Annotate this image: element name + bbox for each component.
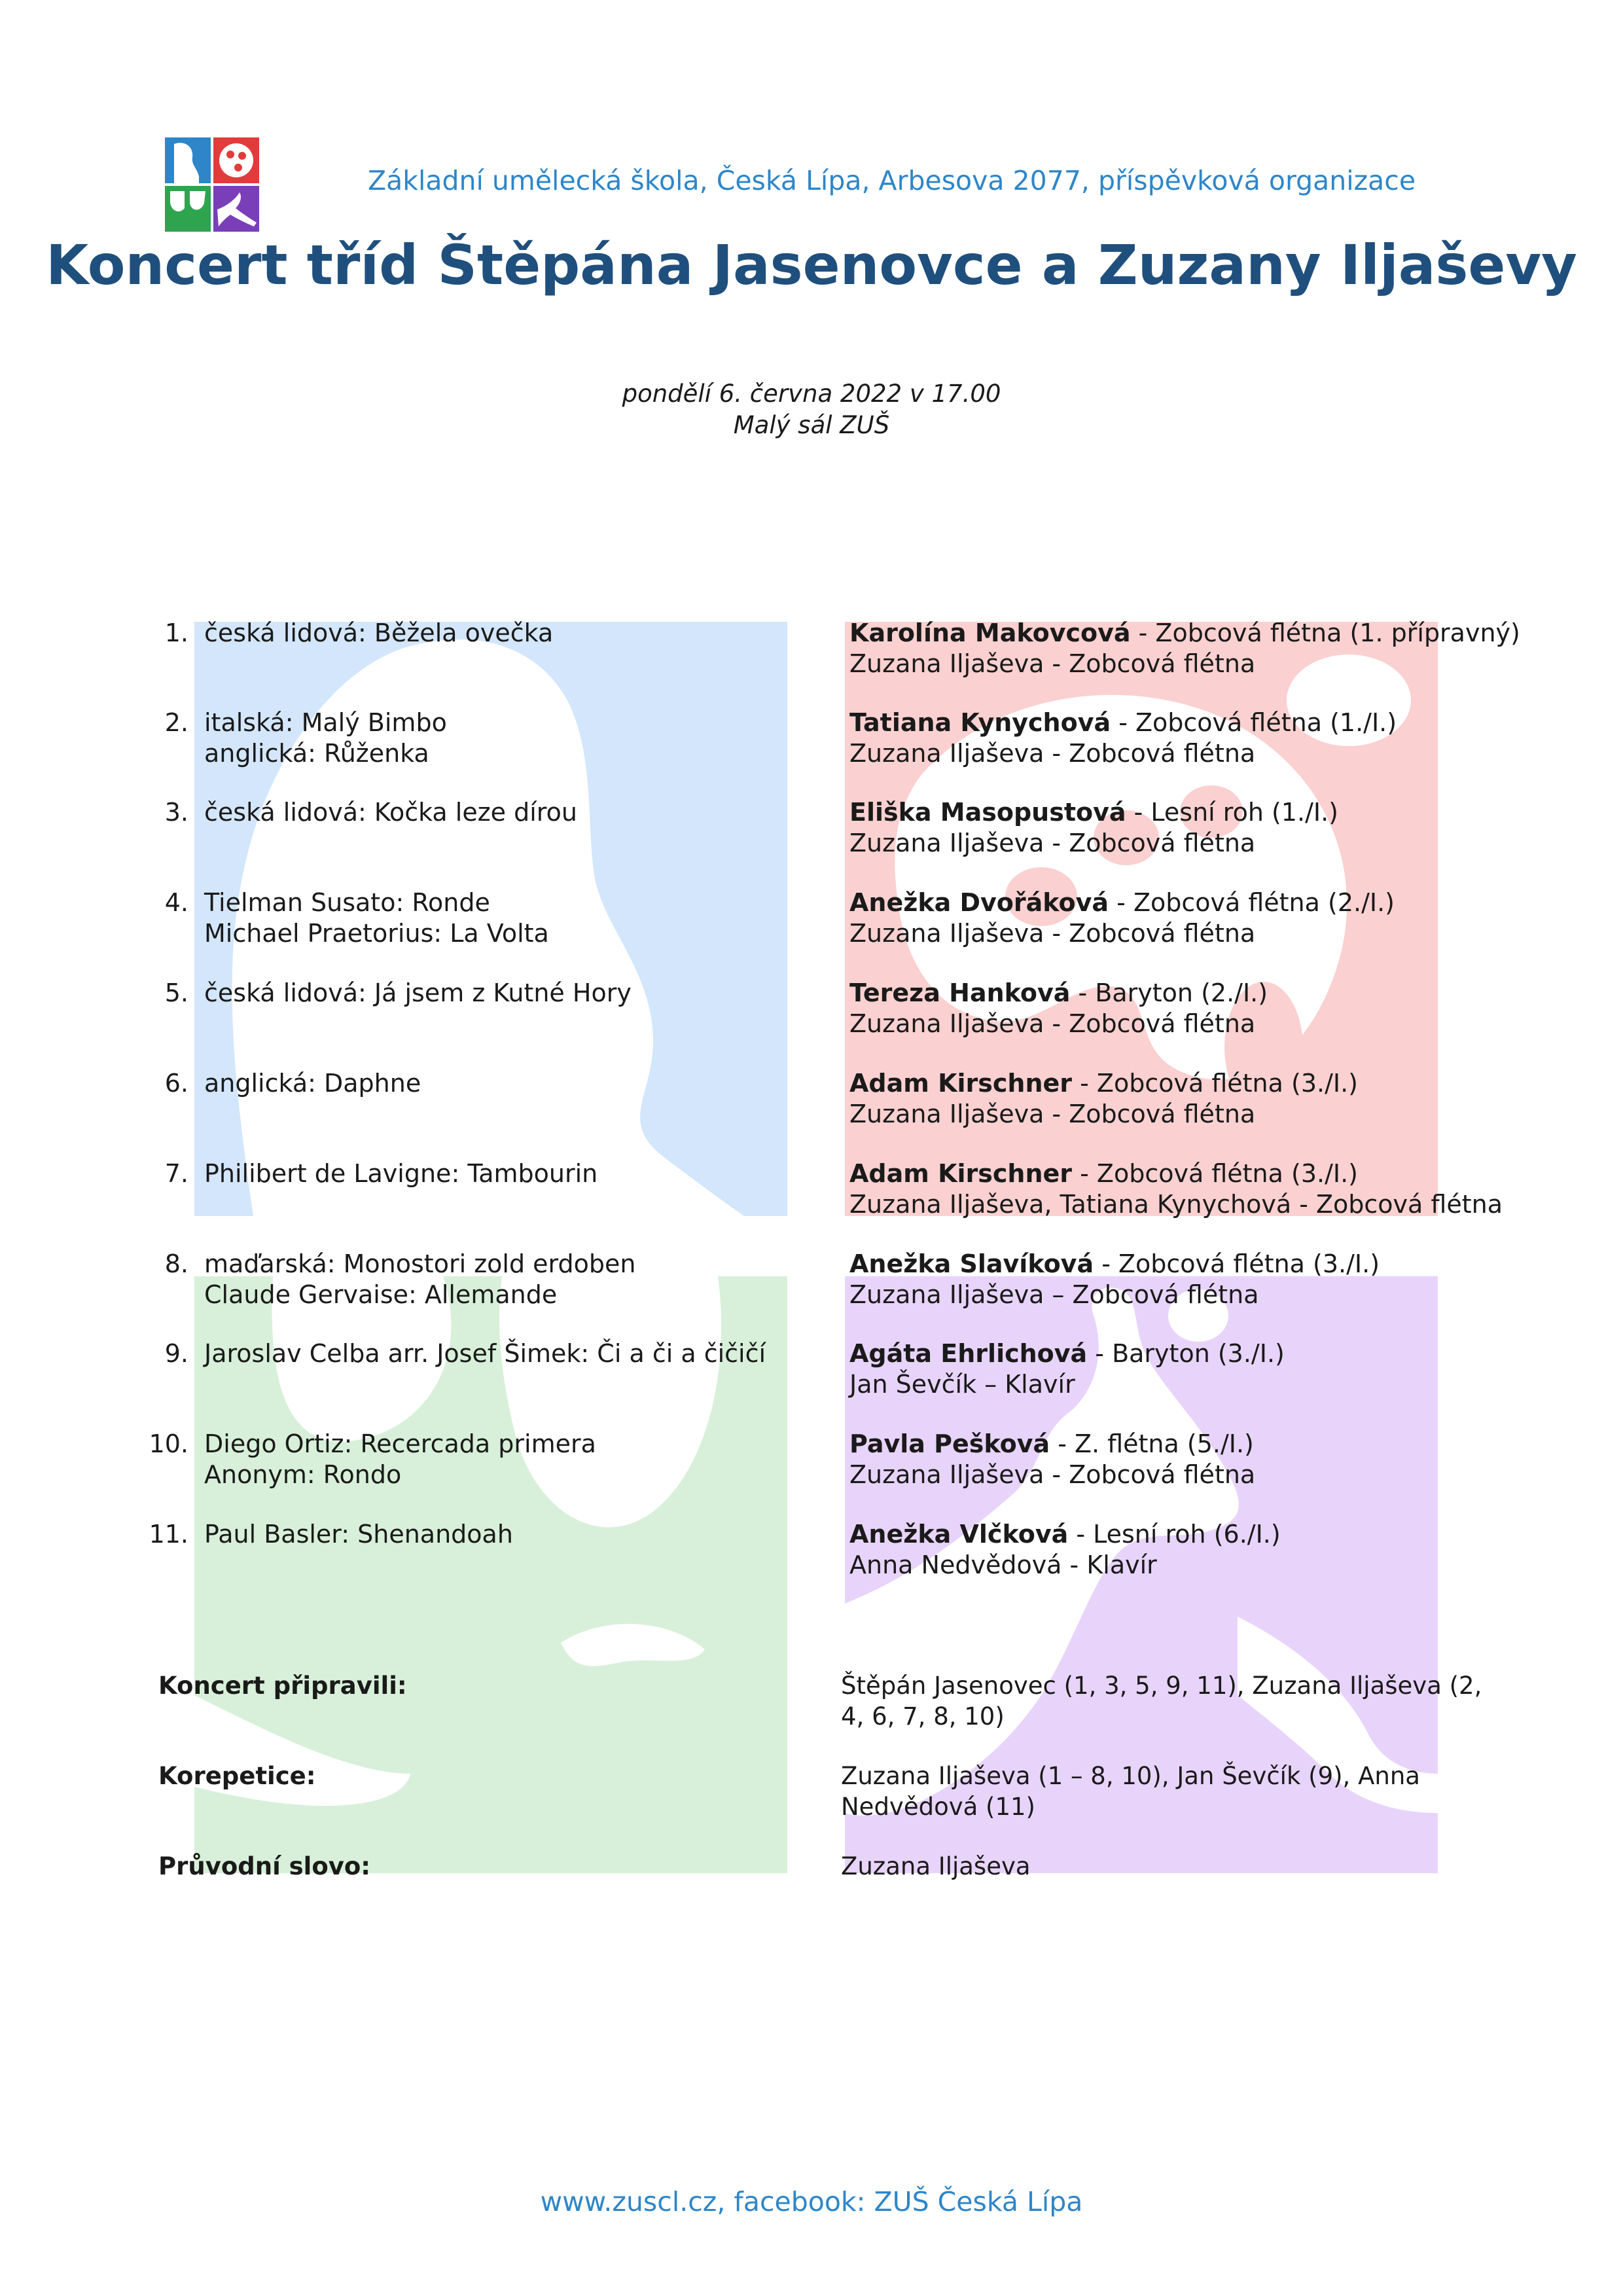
performer-line [849, 1519, 1504, 1550]
piece-title: česká lidová: Běžela ovečka [204, 619, 554, 647]
event-date: pondělí 6. června 2022 v 17.00 [622, 380, 1001, 408]
accompanist-line: Anna Nedvědová - Klavír [849, 1551, 1157, 1579]
item-number: 7. [164, 1159, 188, 1188]
piece-title: Diego Ortiz: Recercada primera [204, 1429, 596, 1458]
piece-title: Claude Gervaise: Allemande [204, 1280, 558, 1309]
accompanist-line: Zuzana Iljaševa - Zobcová flétna [849, 1460, 1256, 1489]
performer-name: Adam Kirschner [849, 1159, 1073, 1188]
performer-line [849, 1249, 1504, 1280]
credit-label: Koncert připravili: [158, 1672, 407, 1700]
item-number: 4. [164, 888, 188, 917]
performer-instrument: - Zobcová flétna (3./I.) [1094, 1249, 1380, 1278]
accompanist-line: Zuzana Iljaševa - Zobcová flétna [849, 1100, 1256, 1128]
item-number: 9. [164, 1339, 188, 1368]
item-number: 1. [164, 619, 188, 647]
performer-instrument: - Baryton (2./I.) [1070, 978, 1268, 1007]
accompanist-line: Jan Ševčík – Klavír [849, 1370, 1075, 1399]
performer-name: Anežka Slavíková [849, 1249, 1094, 1278]
performer-name: Tatiana Kynychová [849, 708, 1111, 737]
performer-instrument: - Lesní roh (6./I.) [1068, 1520, 1281, 1549]
piece-title: česká lidová: Já jsem z Kutné Hory [204, 978, 632, 1007]
performer-line [849, 1429, 1504, 1460]
performer-instrument: - Z. flétna (5./I.) [1050, 1429, 1254, 1458]
credit-label: Průvodní slovo: [158, 1852, 371, 1880]
item-pieces [204, 1249, 793, 1310]
item-performers [849, 1338, 1504, 1400]
performer-instrument: - Zobcová flétna (3./I.) [1072, 1159, 1358, 1188]
item-pieces [204, 1338, 793, 1369]
item-performers [849, 888, 1504, 949]
accompanist-line: Zuzana Iljaševa - Zobcová flétna [849, 919, 1256, 948]
item-pieces [204, 1519, 793, 1550]
school-logo-icon [165, 137, 259, 232]
performer-name: Eliška Masopustová [849, 798, 1126, 827]
piece-title: maďarská: Monostori zold erdoben [204, 1249, 636, 1278]
item-performers [849, 1249, 1504, 1310]
performer-instrument: - Zobcová flétna (1. přípravný) [1130, 619, 1520, 647]
performer-name: Adam Kirschner [849, 1069, 1073, 1098]
performer-line [849, 978, 1504, 1009]
accompanist-line: Zuzana Iljaševa, Tatiana Kynychová - Zobcová flétna [849, 1190, 1503, 1219]
item-number: 5. [164, 978, 188, 1007]
event-venue: Malý sál ZUŠ [733, 411, 890, 439]
piece-title: anglická: Růženka [204, 739, 429, 768]
item-pieces [204, 797, 793, 828]
page-title: Koncert tříd Štěpána Jasenovce a Zuzany Iljaševy [46, 233, 1577, 297]
item-pieces [204, 888, 793, 949]
item-performers [849, 618, 1520, 679]
item-performers [849, 978, 1504, 1039]
item-pieces [204, 618, 793, 649]
item-number: 8. [164, 1249, 188, 1278]
performer-instrument: - Zobcová flétna (1./I.) [1111, 708, 1397, 737]
item-number: 3. [164, 798, 188, 827]
accompanist-line: Zuzana Iljaševa – Zobcová flétna [849, 1280, 1259, 1309]
performer-name: Karolína Makovcová [849, 619, 1131, 647]
accompanist-line: Zuzana Iljaševa - Zobcová flétna [849, 1009, 1256, 1038]
event-info [0, 378, 1623, 441]
accompanist-line: Zuzana Iljaševa - Zobcová flétna [849, 739, 1256, 768]
piece-title: Jaroslav Celba arr. Josef Šimek: Či a či a čičičí [204, 1339, 766, 1368]
piece-title: Paul Basler: Shenandoah [204, 1520, 513, 1549]
item-performers [849, 1429, 1504, 1490]
piece-title: Anonym: Rondo [204, 1460, 402, 1489]
piece-title: anglická: Daphne [204, 1069, 421, 1098]
performer-line [849, 888, 1504, 918]
item-pieces [204, 1158, 793, 1189]
item-performers [849, 1068, 1504, 1130]
item-pieces [204, 1429, 793, 1490]
item-performers [849, 797, 1504, 859]
credit-value: Štěpán Jasenovec (1, 3, 5, 9, 11), Zuzana Iljaševa (2, 4, 6, 7, 8, 10) [841, 1672, 1482, 1731]
performer-line [849, 708, 1504, 738]
performer-instrument: - Lesní roh (1./I.) [1126, 798, 1338, 827]
credit-label: Korepetice: [158, 1762, 316, 1790]
performer-line [849, 1068, 1504, 1099]
school-name: Základní umělecká škola, Česká Lípa, Arbesova 2077, příspěvková organizace [368, 165, 1416, 196]
performer-line [849, 1338, 1504, 1369]
performer-name: Anežka Vlčková [849, 1520, 1069, 1549]
piece-title: italská: Malý Bimbo [204, 708, 447, 737]
performer-instrument: - Zobcová flétna (3./I.) [1072, 1069, 1358, 1098]
item-performers [849, 708, 1504, 769]
item-performers [849, 1158, 1504, 1220]
item-pieces [204, 978, 793, 1009]
item-number: 11. [149, 1520, 188, 1549]
piece-title: Tielman Susato: Ronde [204, 888, 490, 917]
accompanist-line: Zuzana Iljaševa - Zobcová flétna [849, 829, 1256, 857]
footer-links: www.zuscl.cz, facebook: ZUŠ Česká Lípa [540, 2186, 1083, 2217]
performer-name: Pavla Pešková [849, 1429, 1050, 1458]
credit-value: Zuzana Iljaševa (1 – 8, 10), Jan Ševčík (9), Anna Nedvědová (11) [841, 1762, 1420, 1821]
item-number: 6. [164, 1069, 188, 1098]
item-performers [849, 1519, 1504, 1581]
item-pieces [204, 1068, 793, 1099]
piece-title: česká lidová: Kočka leze dírou [204, 798, 577, 827]
performer-line [849, 1158, 1504, 1189]
piece-title: Michael Praetorius: La Volta [204, 919, 549, 948]
performer-name: Tereza Hanková [849, 978, 1071, 1007]
performer-line [849, 618, 1520, 649]
piece-title: Philibert de Lavigne: Tambourin [204, 1159, 598, 1188]
performer-instrument: - Zobcová flétna (2./I.) [1109, 888, 1395, 917]
item-pieces [204, 708, 793, 769]
performer-name: Anežka Dvořáková [849, 888, 1109, 917]
performer-instrument: - Baryton (3./I.) [1087, 1339, 1285, 1368]
performer-line [849, 797, 1504, 828]
item-number: 10. [149, 1429, 188, 1458]
accompanist-line: Zuzana Iljaševa - Zobcová flétna [849, 649, 1256, 678]
performer-name: Agáta Ehrlichová [849, 1339, 1088, 1368]
item-number: 2. [164, 708, 188, 737]
credit-value: Zuzana Iljaševa [841, 1852, 1031, 1880]
